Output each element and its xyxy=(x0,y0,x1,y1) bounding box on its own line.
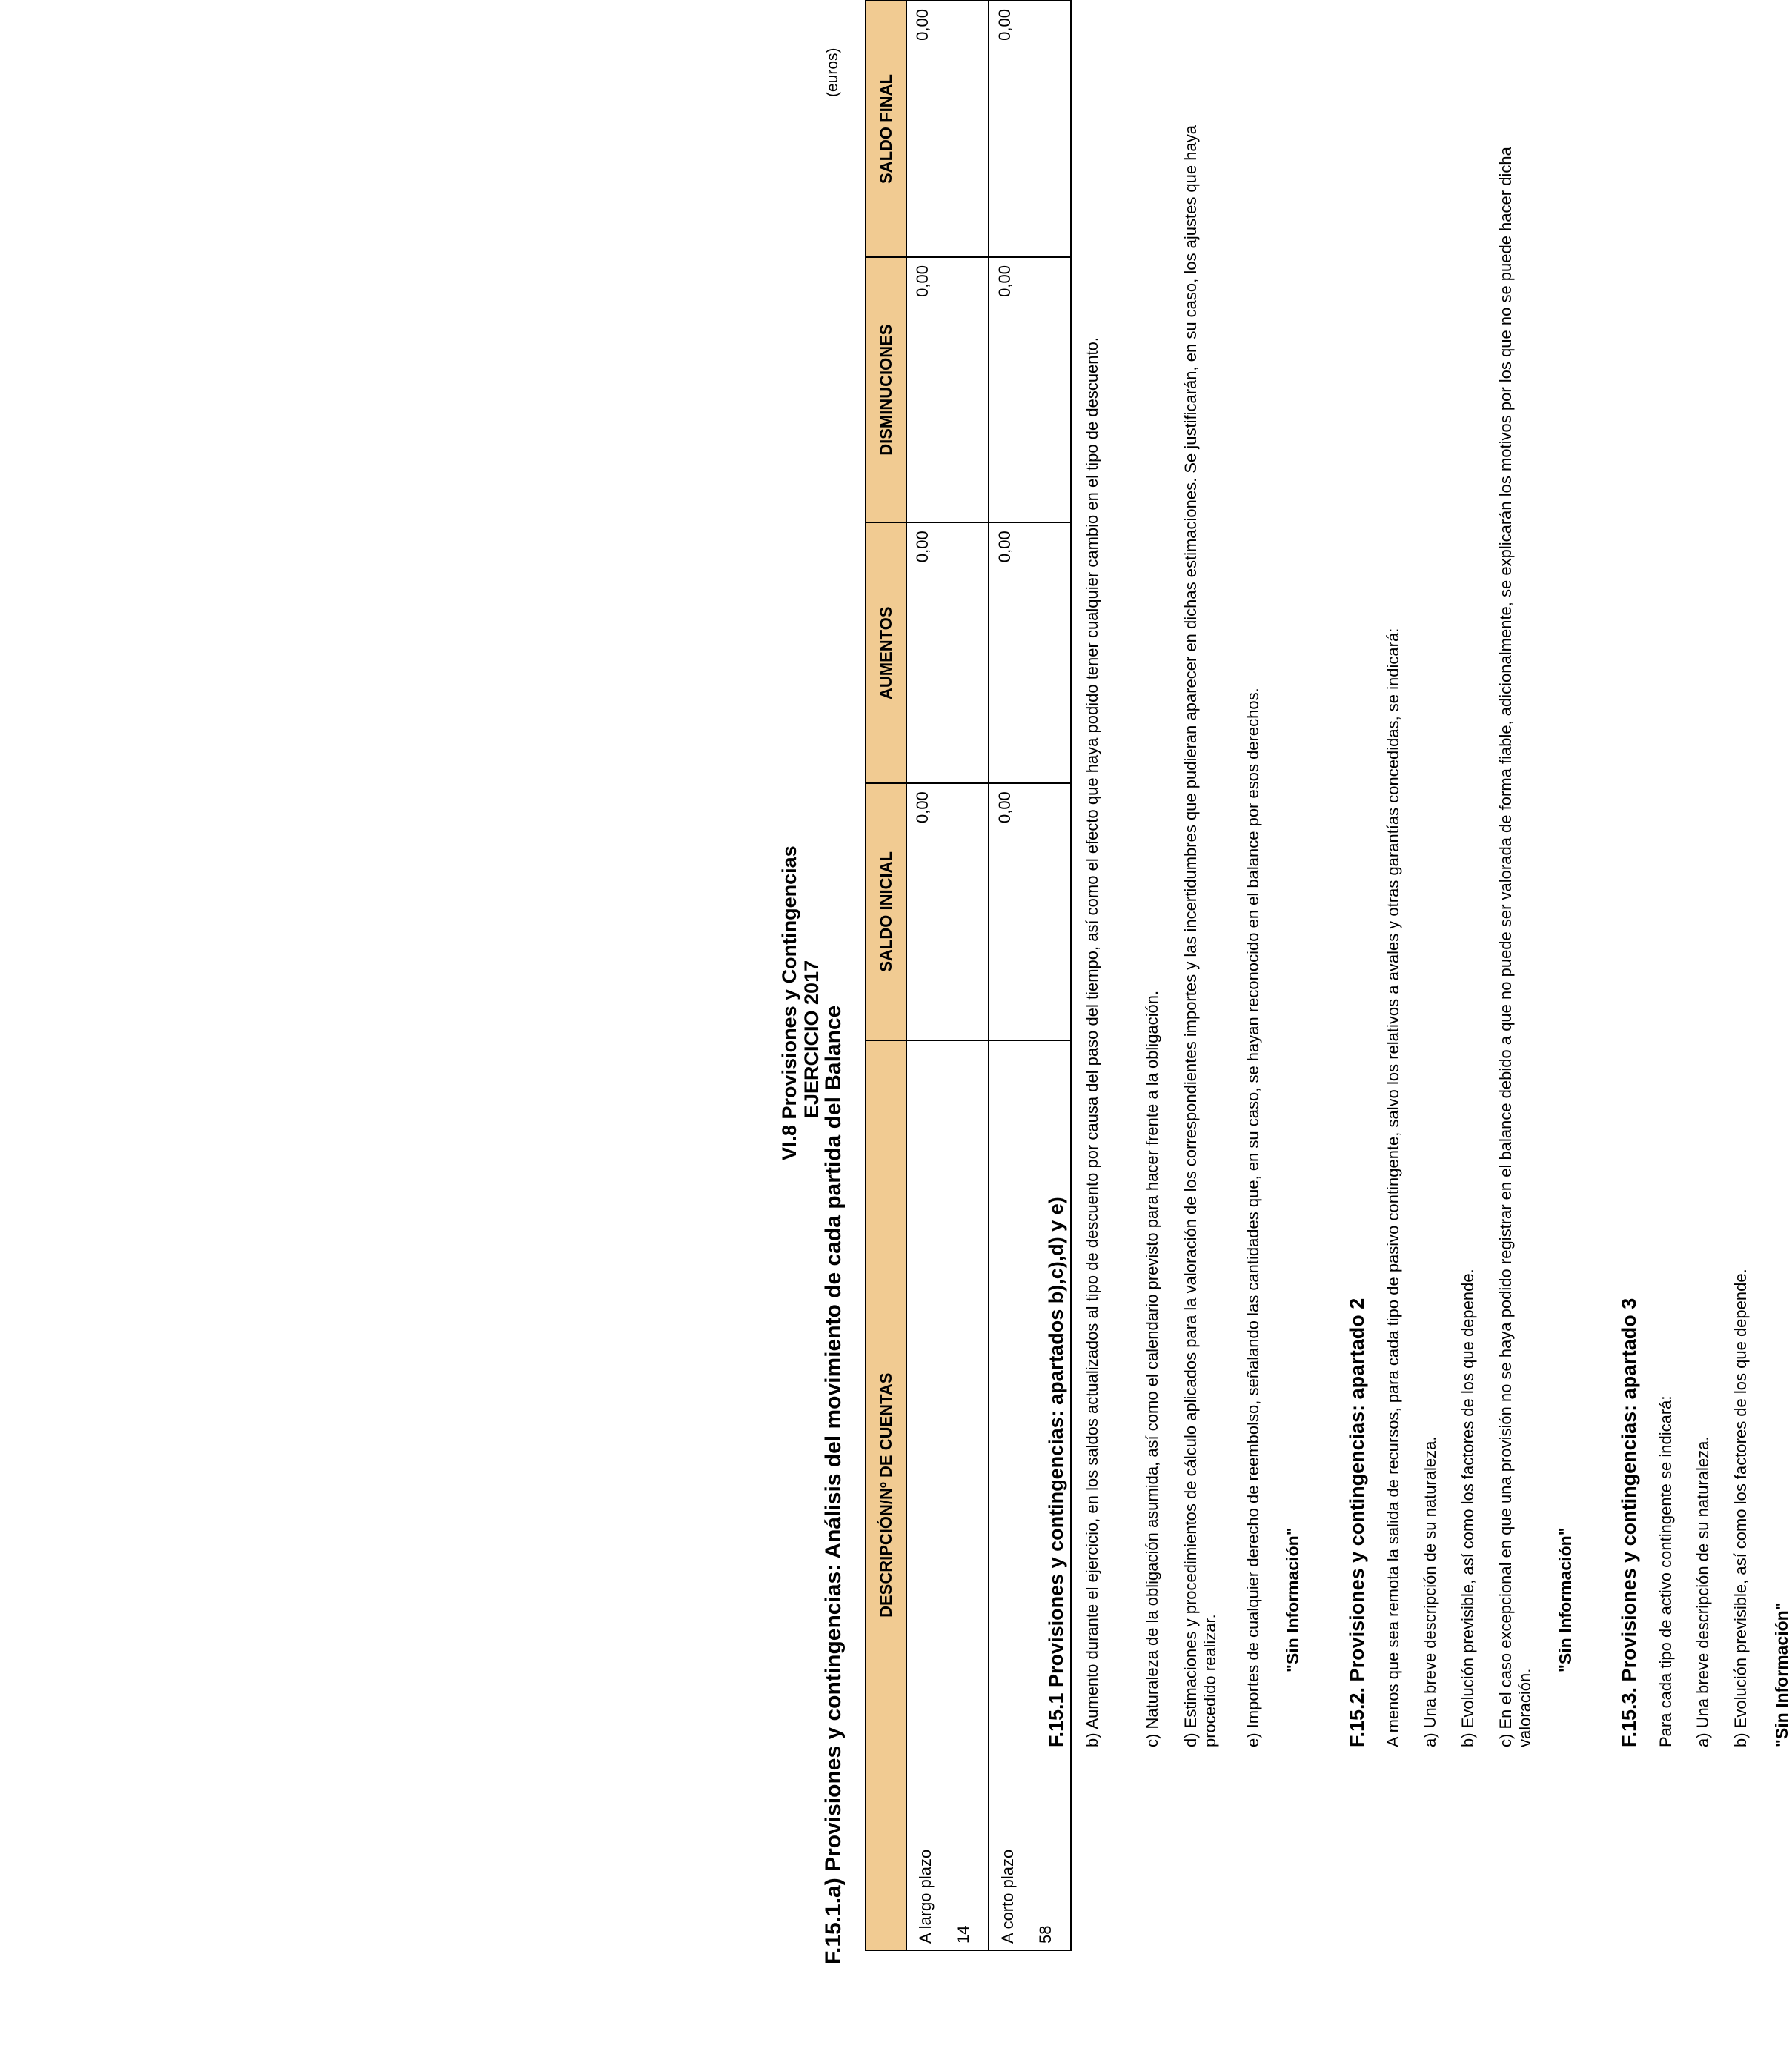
section-15-1-e: e) Importes de cualquier derecho de reembolso, señalando las cantidades que, en su caso, se hayan reconocido en el balance por esos derechos. xyxy=(1244,688,1262,1747)
cell-disminuciones: 0,00 xyxy=(906,257,989,522)
units-label: (euros) xyxy=(824,47,841,97)
section-heading-15-3: F.15.3. Provisiones y contingencias: apartado 3 xyxy=(1618,1297,1640,1747)
cell-disminuciones: 0,00 xyxy=(989,257,1071,522)
table-header-row xyxy=(866,1,906,1950)
row-account-number: 14 xyxy=(944,1041,982,1950)
section-15-3-intro: Para cada tipo de activo contingente se indicará: xyxy=(1656,1395,1675,1747)
table-title: F.15.1.a) Provisiones y contingencias: Análisis del movimiento de cada partida del Balance xyxy=(821,1005,846,1964)
col-header-saldo-final: SALDO FINAL xyxy=(866,1,906,257)
cell-saldo-final: 0,00 xyxy=(989,1,1071,257)
section-15-3-a: a) Una breve descripción de su naturaleza. xyxy=(1693,1436,1712,1747)
section-15-1-d: d) Estimaciones y procedimientos de cálculo aplicados para la valoración de los correspondientes importes y las incertidumbres que pudieran aparecer en dichas estimaciones. Se justificarán, en su caso, los ajustes que haya procedido realizar. xyxy=(1181,125,1219,1747)
section-15-2-c: c) En el caso excepcional en que una provisión no se haya podido registrar en el balance debido a que no puede ser valorada de forma fiable, adicionalmente, se explicarán los motivos por los que no se puede hacer dicha valoración. xyxy=(1496,147,1534,1747)
table-row xyxy=(906,1,989,1950)
document-title: VI.8 Provisiones y Contingencias xyxy=(778,845,800,1160)
col-header-aumentos: AUMENTOS xyxy=(866,522,906,783)
section-15-3-b: b) Evolución previsible, así como los factores de los que depende. xyxy=(1731,1269,1750,1747)
row-description: A largo plazo xyxy=(916,1849,935,1944)
cell-aumentos: 0,00 xyxy=(989,522,1071,783)
section-15-2-a: a) Una breve descripción de su naturaleza. xyxy=(1421,1436,1439,1747)
row-description: A corto plazo xyxy=(998,1849,1017,1944)
no-information-note: "Sin Información" xyxy=(1772,1602,1791,1747)
cell-saldo-inicial: 0,00 xyxy=(989,783,1071,1040)
section-heading-15-2: F.15.2. Provisiones y contingencias: apartado 2 xyxy=(1346,1297,1368,1747)
no-information-note: "Sin Información" xyxy=(1556,1527,1575,1672)
row-account-number: 58 xyxy=(1026,1041,1064,1950)
cell-saldo-inicial: 0,00 xyxy=(906,783,989,1040)
col-header-saldo-inicial: SALDO INICIAL xyxy=(866,783,906,1040)
fiscal-year: EJERCICIO 2017 xyxy=(800,960,823,1118)
provisions-table xyxy=(865,0,1072,1951)
section-15-2-intro: A menos que sea remota la salida de recursos, para cada tipo de pasivo contingente, salvo los relativos a avales y otras garantías concedidas, se indicará: xyxy=(1384,628,1402,1747)
section-15-1-c: c) Naturaleza de la obligación asumida, así como el calendario previsto para hacer frente a la obligación. xyxy=(1143,990,1161,1747)
no-information-note: "Sin Información" xyxy=(1283,1527,1302,1672)
row-description-cell xyxy=(906,1040,989,1950)
col-header-disminuciones: DISMINUCIONES xyxy=(866,257,906,522)
section-15-2-b: b) Evolución previsible, así como los factores de los que depende. xyxy=(1459,1269,1477,1747)
col-header-description: DESCRIPCIÓN/Nº DE CUENTAS xyxy=(866,1040,906,1950)
section-heading-15-1: F.15.1 Provisiones y contingencias: apartados b),c),d) y e) xyxy=(1045,1197,1067,1747)
cell-saldo-final: 0,00 xyxy=(906,1,989,257)
cell-aumentos: 0,00 xyxy=(906,522,989,783)
section-15-1-b: b) Aumento durante el ejercicio, en los saldos actualizados al tipo de descuento por causa del paso del tiempo, así como el efecto que haya podido tener cualquier cambio en el tipo de descuento. xyxy=(1083,337,1101,1747)
